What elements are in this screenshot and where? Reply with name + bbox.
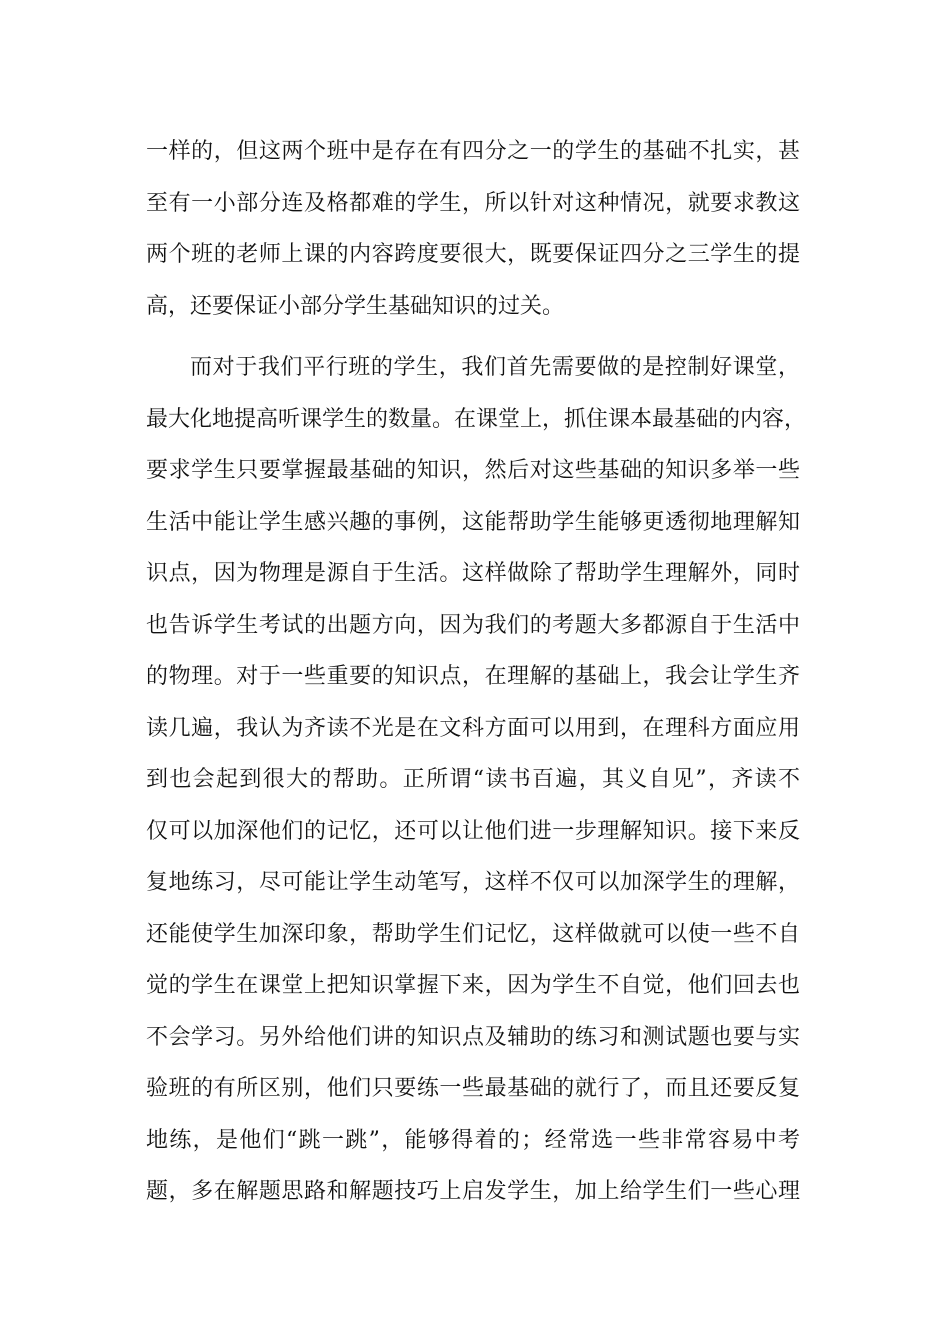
- text-line: 读几遍，我认为齐读不光是在文科方面可以用到，在理科方面应用: [146, 715, 800, 741]
- text-line: 生活中能让学生感兴趣的事例，这能帮助学生能够更透彻地理解知: [146, 509, 800, 535]
- text-line: 觉的学生在课堂上把知识掌握下来，因为学生不自觉，他们回去也: [146, 973, 800, 998]
- text-line: 识点，因为物理是源自于生活。这样做除了帮助学生理解外，同时: [146, 561, 800, 586]
- text-line: 要求学生只要掌握最基础的知识，然后对这些基础的知识多举一些: [146, 458, 800, 483]
- text-line: 一样的，但这两个班中是存在有四分之一的学生的基础不扎实，甚: [146, 139, 800, 164]
- document-body: [146, 126, 807, 1218]
- text-line: 高，还要保证小部分学生基础知识的过关。: [146, 293, 565, 319]
- text-line: 至有一小部分连及格都难的学生，所以针对这种情况，就要求教这: [146, 190, 800, 216]
- text-line: 的物理。对于一些重要的知识点，在理解的基础上，我会让学生齐: [146, 664, 800, 689]
- text-line: 地练，是他们“跳一跳”，能够得着的；经常选一些非常容易中考: [146, 1127, 800, 1153]
- text-line: 还能使学生加深印象，帮助学生们记忆，这样做就可以使一些不自: [146, 921, 800, 947]
- text-line: 验班的有所区别，他们只要练一些最基础的就行了，而且还要反复: [146, 1076, 800, 1101]
- text-line: 题，多在解题思路和解题技巧上启发学生，加上给学生们一些心理: [146, 1179, 800, 1204]
- text-line: 到也会起到很大的帮助。正所谓“读书百遍，其义自见”，齐读不: [146, 767, 800, 792]
- paragraph-1: [146, 126, 800, 332]
- text-line: 仅可以加深他们的记忆，还可以让他们进一步理解知识。接下来反: [146, 818, 800, 844]
- text-line: 不会学习。另外给他们讲的知识点及辅助的练习和测试题也要与实: [146, 1024, 800, 1050]
- paragraph-spacer: [146, 332, 800, 342]
- text-line: 两个班的老师上课的内容跨度要很大，既要保证四分之三学生的提: [146, 242, 800, 267]
- text-line: 而对于我们平行班的学生，我们首先需要做的是控制好课堂，: [190, 355, 800, 380]
- text-line: 最大化地提高听课学生的数量。在课堂上，抓住课本最基础的内容，: [146, 406, 807, 432]
- text-line: 也告诉学生考试的出题方向，因为我们的考题大多都源自于生活中: [146, 612, 800, 638]
- text-line: 复地练习，尽可能让学生动笔写，这样不仅可以加深学生的理解，: [146, 870, 800, 895]
- paragraph-2: [146, 342, 807, 1218]
